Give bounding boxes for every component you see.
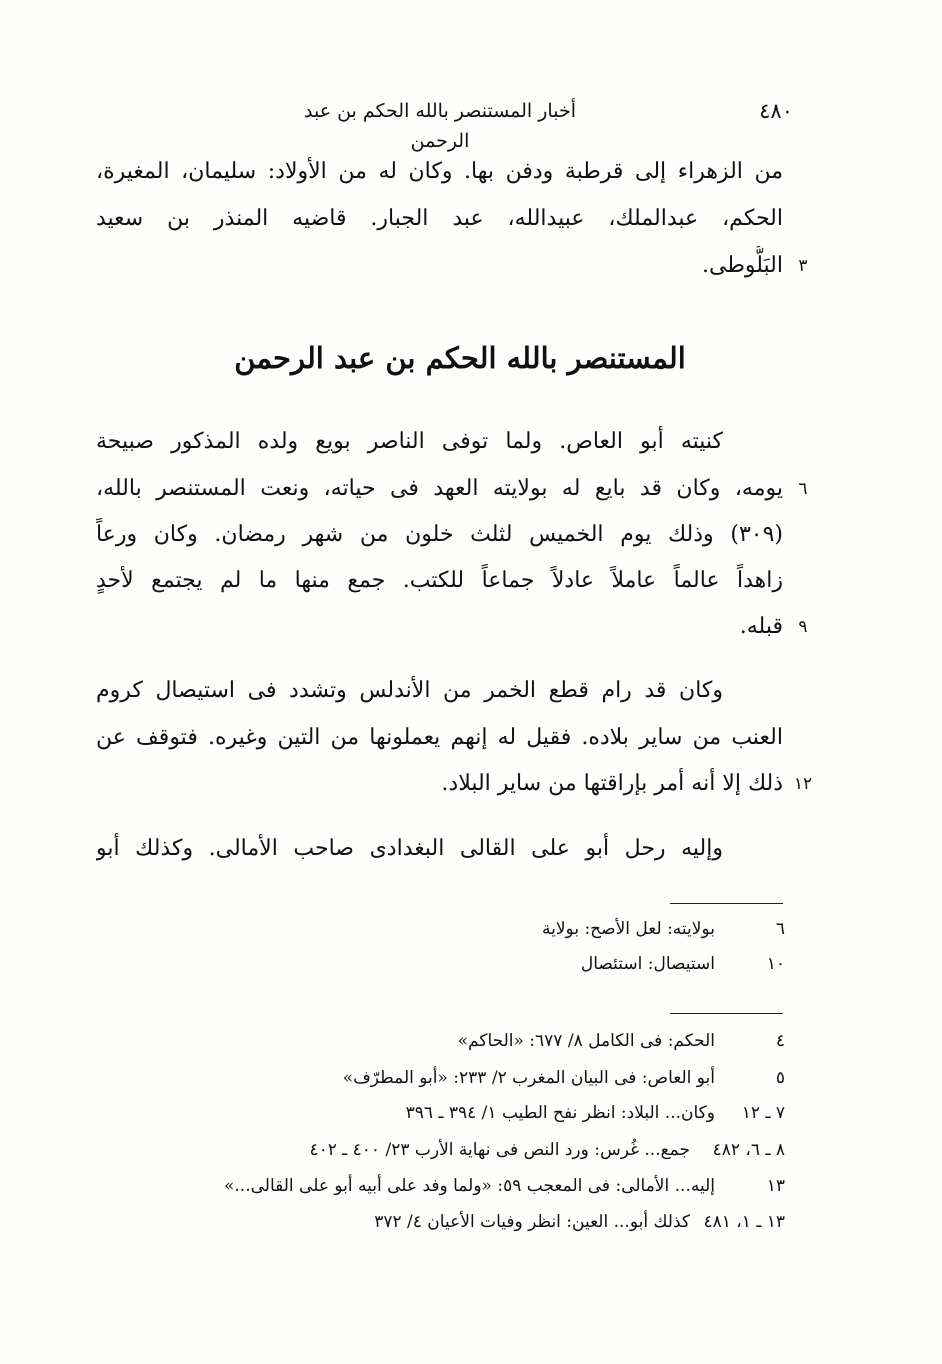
footnote-rule	[670, 1013, 783, 1014]
footnote-text: كذلك أبو... العين: انظر وفيات الأعيان ٤/ ٣٧٢	[374, 1212, 690, 1232]
text-line: البَلُّوطى.	[702, 253, 783, 278]
text-line: وكان قد رام قطع الخمر من الأندلس وتشدد فى استيصال كروم	[96, 678, 723, 703]
text-line: الحكم، عبدالملك، عبيدالله، عبد الجبار. قاضيه المنذر بن سعيد	[96, 206, 783, 231]
text-line: العنب من ساير بلاده. فقيل له إنهم يعملونها من التين وغيره. فتوقف عن	[96, 725, 783, 750]
text-line: ذلك إلا أنه أمر بإراقتها من ساير البلاد.	[441, 771, 783, 796]
footnote-text: إليه... الأمالى: فى المعجب ٥٩: «ولما وفد على أبيه أبو على القالى...»	[224, 1176, 715, 1196]
text-line: زاهداً عالماً عاملاً عادلاً جماعاً للكتب. جمع منها ما لم يجتمع لأحدٍ	[96, 568, 783, 593]
footnote-text: أبو العاص: فى البيان المغرب ٢/ ٢٣٣: «أبو المطرّف»	[342, 1068, 715, 1088]
footnote-text: وكان... البلاد: انظر نفح الطيب ١/ ٣٩٤ ـ ٣٩٦	[405, 1103, 715, 1123]
footnote-number: ٤	[775, 1031, 785, 1051]
footnote-number: ٧ ـ ١٢	[741, 1103, 785, 1123]
footnote-number: ٨ ـ ٦، ٤٨٢	[712, 1140, 785, 1160]
footnote-text: بولايته: لعل الأصح: بولاية	[542, 919, 715, 939]
section-heading: المستنصر بالله الحكم بن عبد الرحمن	[234, 341, 686, 375]
text-line: (٣٠٩) وذلك يوم الخميس لثلث خلون من شهر رمضان. وكان ورعاً	[96, 522, 783, 547]
text-line: يومه، وكان قد بايع له بولايته العهد فى حياته، ونعت المستنصر بالله،	[96, 476, 783, 501]
line-number: ٩	[798, 617, 808, 637]
running-title: أخبار المستنصر بالله الحكم بن عبد الرحمن	[304, 100, 576, 152]
page-number: ٤٨٠	[759, 99, 793, 123]
line-number: ٣	[798, 256, 808, 276]
footnote-text: الحكم: فى الكامل ٨/ ٦٧٧: «الحاكم»	[457, 1031, 715, 1051]
line-number: ١٢	[793, 774, 813, 794]
footnote-number: ١٣	[766, 1176, 785, 1196]
footnote-rule	[670, 903, 783, 904]
footnote-text: جمع... غُرس: ورد النص فى نهاية الأرب ٢٣/ ٤٠٠ ـ ٤٠٢	[309, 1140, 690, 1160]
footnote-text: استيصال: استئصال	[580, 954, 715, 974]
line-number: ٦	[798, 479, 808, 499]
text-line: وإليه رحل أبو على القالى البغدادى صاحب الأمالى. وكذلك أبو	[96, 836, 723, 861]
text-line: من الزهراء إلى قرطبة ودفن بها. وكان له من الأولاد: سليمان، المغيرة،	[96, 159, 783, 184]
footnote-number: ١٠	[766, 954, 785, 974]
footnote-number: ٦	[775, 919, 785, 939]
footnote-number: ٥	[775, 1068, 785, 1088]
footnote-number: ١٣ ـ ١، ٤٨١	[703, 1212, 785, 1232]
text-line: كنيته أبو العاص. ولما توفى الناصر بويع ولده المذكور صبيحة	[96, 429, 723, 454]
text-line: قبله.	[739, 614, 783, 639]
